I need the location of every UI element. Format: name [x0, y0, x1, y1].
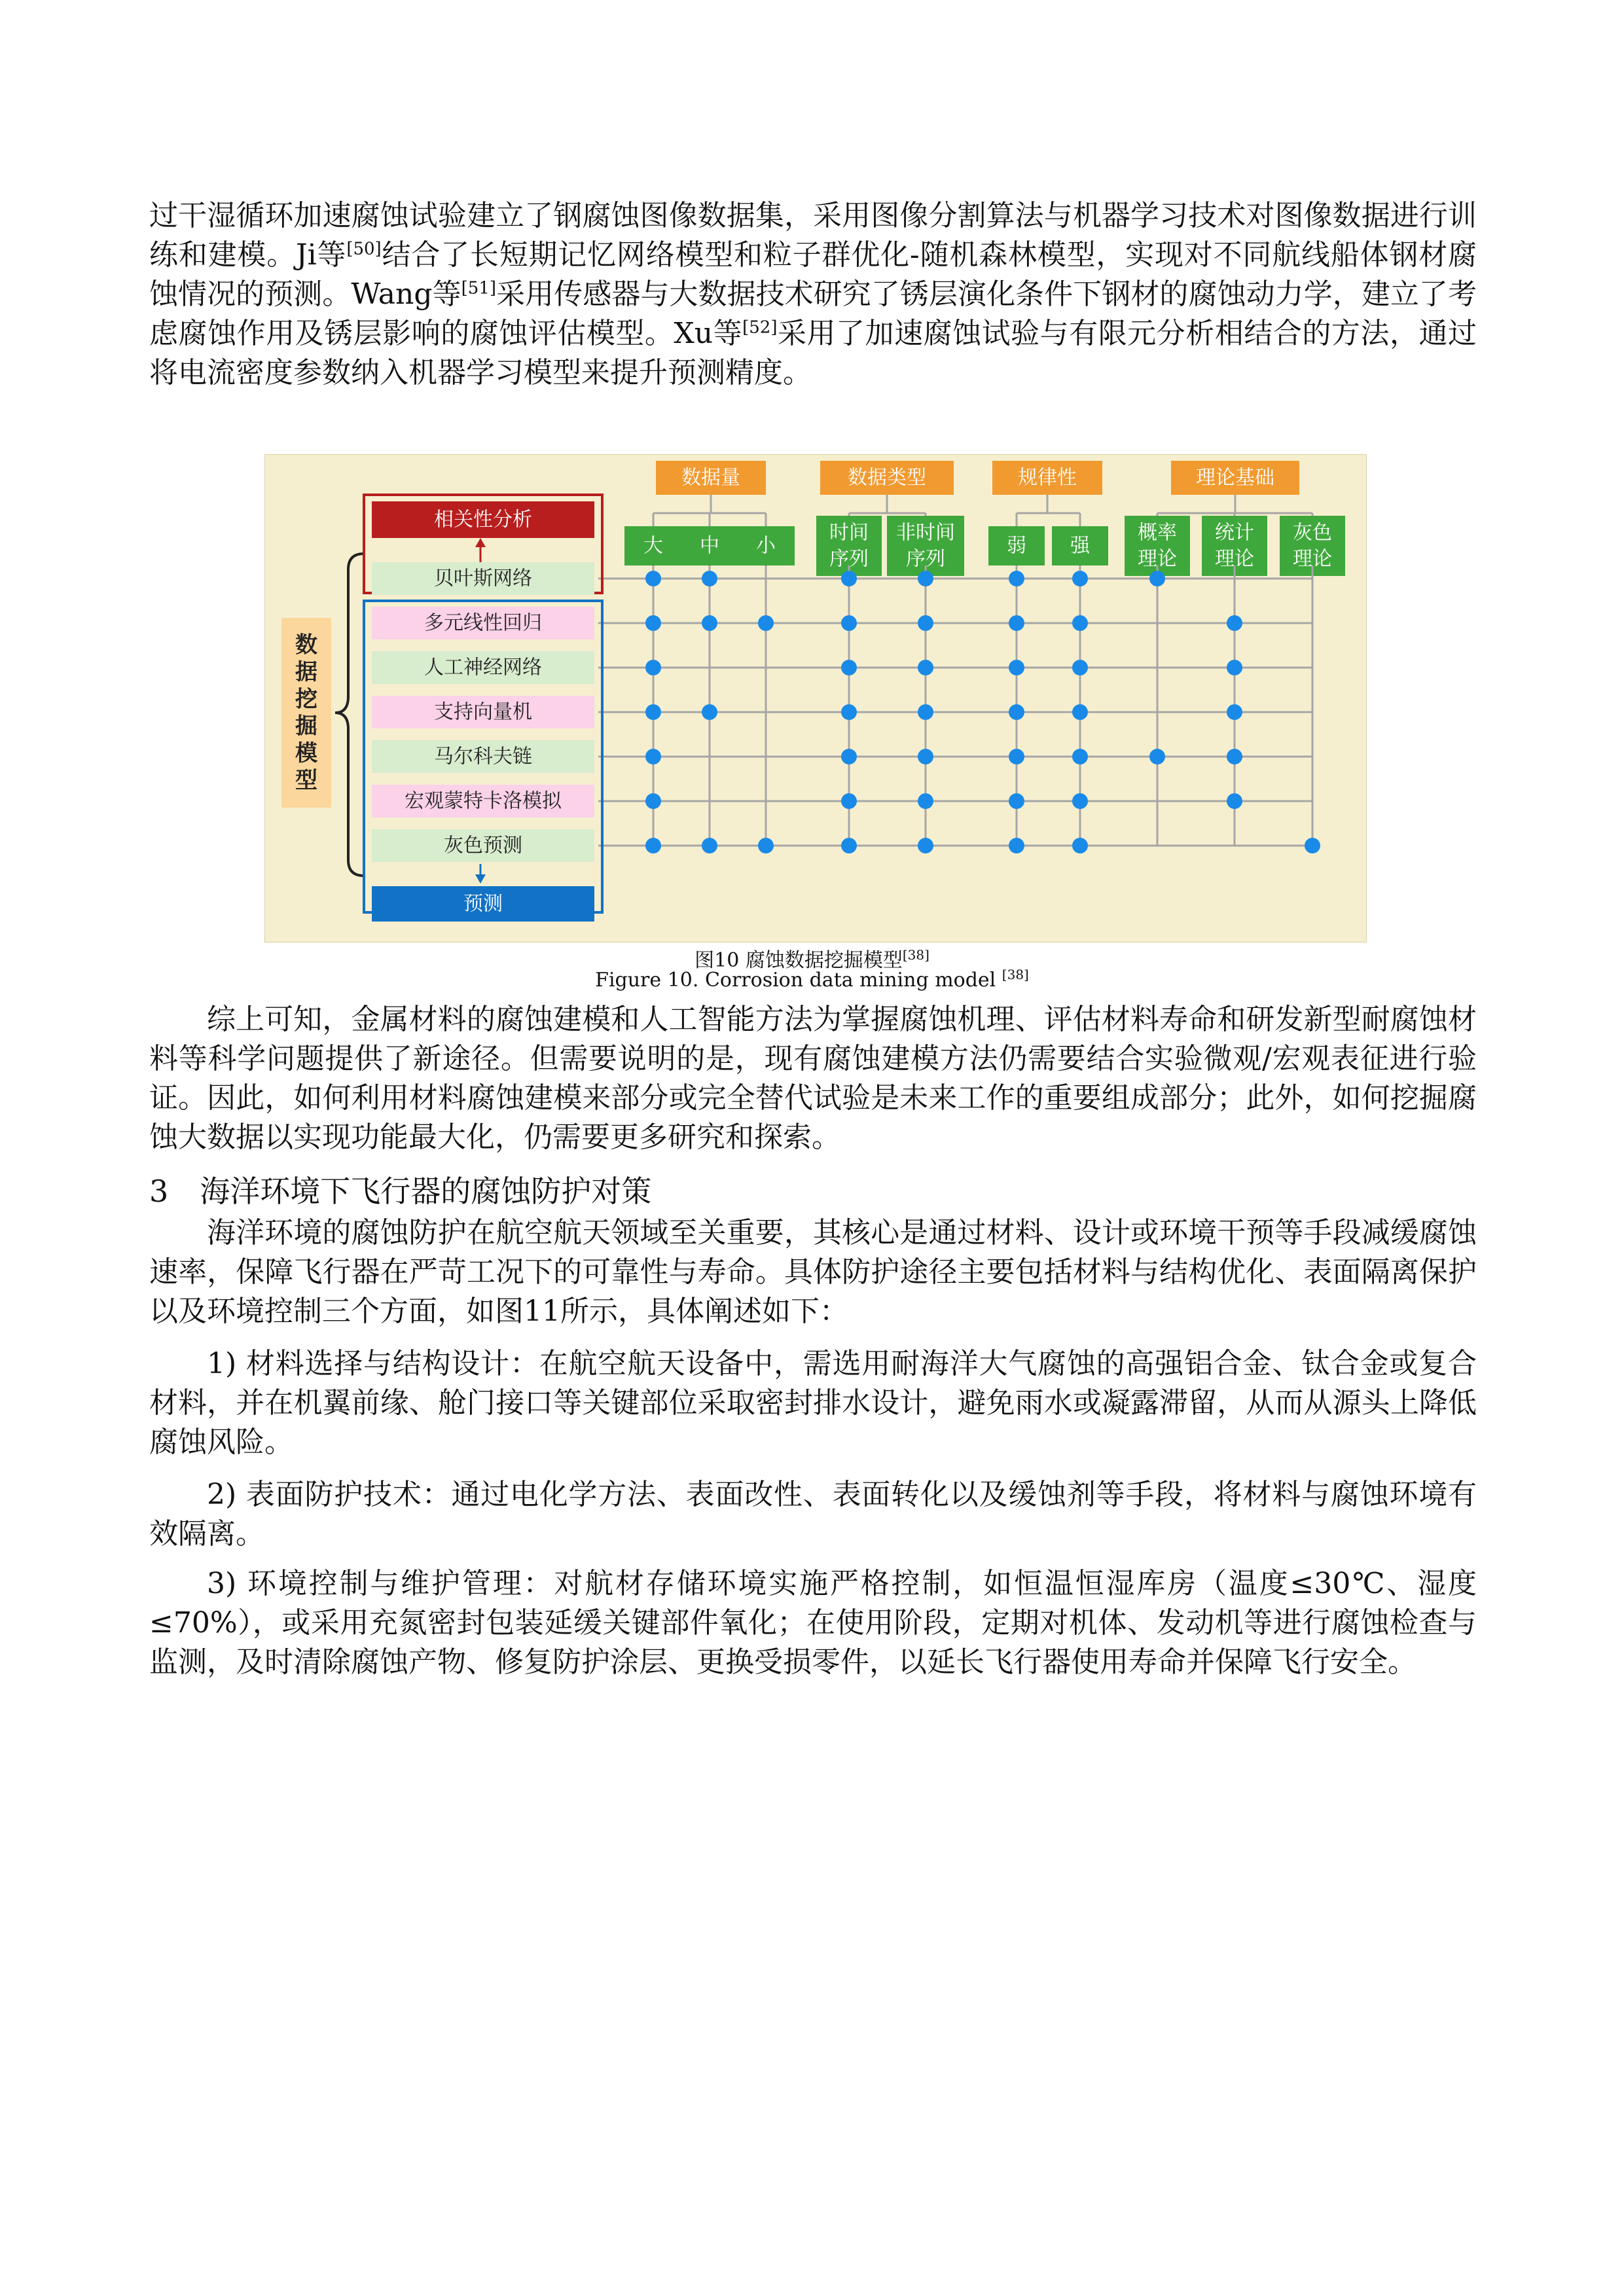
- column-label-9-line1: 灰色: [1293, 521, 1332, 545]
- column-label-0: 大: [643, 534, 663, 558]
- dot-r2-c4: [918, 660, 933, 675]
- para1-text-4: 采用了加速腐蚀试验与有限元分析相结合的方法，通过将电流密度参数纳入机器学习模型来提升预测精度。: [149, 317, 1477, 389]
- row-label-0: 贝叶斯网络: [434, 567, 532, 590]
- paragraph-item-2: 2) 表面防护技术：通过电化学方法、表面改性、表面转化以及缓蚀剂等手段，将材料与腐蚀环境有效隔离。: [149, 1478, 1477, 1551]
- row-label-4: 马尔科夫链: [434, 745, 532, 768]
- dot-r1-c3: [841, 615, 857, 631]
- dot-r5-c8: [1227, 793, 1242, 809]
- dot-r0-c4: [918, 571, 933, 586]
- header-label-1: 数据类型: [848, 466, 926, 490]
- dot-r5-c3: [841, 793, 857, 809]
- column-label-4-line1: 非时间: [896, 521, 955, 545]
- column-label-6: 强: [1070, 534, 1090, 558]
- dot-r4-c3: [841, 749, 857, 764]
- column-label-3-line2: 序列: [829, 547, 869, 571]
- dot-r1-c6: [1072, 615, 1088, 631]
- dot-r6-c1: [702, 838, 717, 853]
- section-heading: [149, 1172, 651, 1211]
- dot-r3-c4: [918, 704, 933, 720]
- row-label-3: 支持向量机: [434, 700, 532, 724]
- column-label-9-line2: 理论: [1293, 547, 1332, 571]
- dot-r6-c2: [758, 838, 774, 853]
- dot-r4-c5: [1009, 749, 1024, 764]
- header-label-2: 规律性: [1018, 466, 1077, 490]
- dot-r3-c6: [1072, 704, 1088, 720]
- header-label-3: 理论基础: [1196, 466, 1274, 490]
- row-label-1: 多元线性回归: [424, 611, 542, 635]
- dot-r2-c5: [1009, 660, 1024, 675]
- dot-r2-c6: [1072, 660, 1088, 675]
- top-box-label: 相关性分析: [434, 508, 532, 531]
- dot-r0-c1: [702, 571, 717, 586]
- dot-r5-c4: [918, 793, 933, 809]
- column-label-7-line2: 理论: [1138, 547, 1177, 571]
- vertical-label-char-2: 挖: [295, 686, 317, 713]
- vertical-label-char-5: 型: [295, 767, 317, 794]
- dot-r2-c3: [841, 660, 857, 675]
- column-label-5: 弱: [1007, 534, 1026, 558]
- dot-r5-c6: [1072, 793, 1088, 809]
- dot-r1-c2: [758, 615, 774, 631]
- vertical-label-char-3: 掘: [295, 713, 317, 740]
- caption-cn-citation: [38]: [902, 947, 929, 963]
- dot-r6-c5: [1009, 838, 1024, 853]
- dot-r2-c0: [645, 660, 661, 675]
- dot-r6-c9: [1305, 838, 1320, 853]
- figure-caption-en: [0, 969, 1624, 992]
- dot-r5-c5: [1009, 793, 1024, 809]
- row-label-5: 宏观蒙特卡洛模拟: [405, 789, 562, 813]
- paragraph-intro: [149, 196, 1477, 393]
- paragraph-item-1: 1) 材料选择与结构设计：在航空航天设备中，需选用耐海洋大气腐蚀的高强铝合金、钛合金或复合材料，并在机翼前缘、舱门接口等关键部位采取密封排水设计，避免雨水或凝露滞留，从而从源头上降低腐蚀风险。: [149, 1347, 1477, 1459]
- dot-r6-c3: [841, 838, 857, 853]
- citation-52: [52]: [742, 317, 778, 338]
- column-label-4-line2: 序列: [906, 547, 945, 571]
- vertical-label-char-0: 数: [295, 632, 317, 658]
- dot-r4-c7: [1149, 749, 1165, 764]
- dot-r6-c4: [918, 838, 933, 853]
- para1-text-2: 结合了长短期记忆网络模型和粒子群优化-随机森林模型，实现对不同航线船体钢材腐蚀情况的预测。Wang等: [149, 238, 1477, 311]
- header-label-0: 数据量: [681, 466, 740, 490]
- row-label-2: 人工神经网络: [424, 656, 542, 679]
- dot-r1-c5: [1009, 615, 1024, 631]
- vertical-label-char-1: 据: [295, 658, 317, 685]
- dot-r3-c0: [645, 704, 661, 720]
- row-label-6: 灰色预测: [444, 834, 522, 857]
- caption-en-text: Figure 10. Corrosion data mining model: [595, 969, 1002, 992]
- column-label-8-line2: 理论: [1215, 547, 1254, 571]
- dot-r0-c5: [1009, 571, 1024, 586]
- column-label-3-line1: 时间: [829, 521, 869, 545]
- dot-r3-c8: [1227, 704, 1242, 720]
- dot-r4-c0: [645, 749, 661, 764]
- column-label-7-line1: 概率: [1138, 521, 1177, 545]
- para1-text-1: 过干湿循环加速腐蚀试验建立了钢腐蚀图像数据集，采用图像分割算法与机器学习技术对图像数据进行训练和建模。Ji等: [149, 199, 1477, 272]
- dot-r4-c4: [918, 749, 933, 764]
- dot-r1-c0: [645, 615, 661, 631]
- column-label-1: 中: [700, 534, 719, 558]
- dot-r3-c5: [1009, 704, 1024, 720]
- citation-51: [51]: [461, 278, 497, 298]
- paragraph-protection-intro: 海洋环境的腐蚀防护在航空航天领域至关重要，其核心是通过材料、设计或环境干预等手段减缓腐蚀速率，保障飞行器在严苛工况下的可靠性与寿命。具体防护途径主要包括材料与结构优化、表面隔离保护以及环境控制三个方面，如图11所示，具体阐述如下：: [149, 1216, 1477, 1328]
- dot-r0-c3: [841, 571, 857, 586]
- para1-text-3: 采用传感器与大数据技术研究了锈层演化条件下钢材的腐蚀动力学，建立了考虑腐蚀作用及锈层影响的腐蚀评估模型。Xu等: [149, 278, 1477, 350]
- dot-r2-c8: [1227, 660, 1242, 675]
- dot-r6-c6: [1072, 838, 1088, 853]
- dot-r4-c8: [1227, 749, 1242, 764]
- caption-cn-text: 图10 腐蚀数据挖掘模型: [695, 949, 903, 972]
- dot-r0-c0: [645, 571, 661, 586]
- bottom-box-label: 预测: [463, 892, 503, 916]
- dot-r0-c7: [1149, 571, 1165, 586]
- section-number: 3: [149, 1174, 169, 1209]
- column-label-8-line1: 统计: [1215, 521, 1254, 545]
- vertical-label-char-4: 模: [295, 740, 317, 767]
- dot-r1-c1: [702, 615, 717, 631]
- citation-50: [50]: [346, 239, 382, 259]
- dot-r6-c0: [645, 838, 661, 853]
- corrosion-data-mining-figure: [264, 454, 1367, 942]
- section-title: 海洋环境下飞行器的腐蚀防护对策: [200, 1174, 652, 1209]
- dot-r3-c3: [841, 704, 857, 720]
- dot-r5-c0: [645, 793, 661, 809]
- dot-r3-c1: [702, 704, 717, 720]
- dot-r4-c6: [1072, 749, 1088, 764]
- dot-r1-c4: [918, 615, 933, 631]
- paragraph-item-3: 3) 环境控制与维护管理：对航材存储环境实施严格控制，如恒温恒湿库房（温度≤30℃、湿度≤70%），或采用充氮密封包装延缓关键部件氧化；在使用阶段，定期对机体、发动机等进行腐蚀检查与监测，及时清除腐蚀产物、修复防护涂层、更换受损零件，以延长飞行器使用寿命并保障飞行安全。: [149, 1567, 1477, 1679]
- dot-r1-c8: [1227, 615, 1242, 631]
- column-label-2: 小: [756, 534, 776, 558]
- caption-en-citation: [38]: [1001, 967, 1029, 982]
- paragraph-summary: 综上可知，金属材料的腐蚀建模和人工智能方法为掌握腐蚀机理、评估材料寿命和研发新型耐腐蚀材料等科学问题提供了新途径。但需要说明的是，现有腐蚀建模方法仍需要结合实验微观/宏观表征进行验证。因此，如何利用材料腐蚀建模来部分或完全替代试验是未来工作的重要组成部分；此外，如何挖掘腐蚀大数据以实现功能最大化，仍需要更多研究和探索。: [149, 1003, 1477, 1154]
- dot-r0-c6: [1072, 571, 1088, 586]
